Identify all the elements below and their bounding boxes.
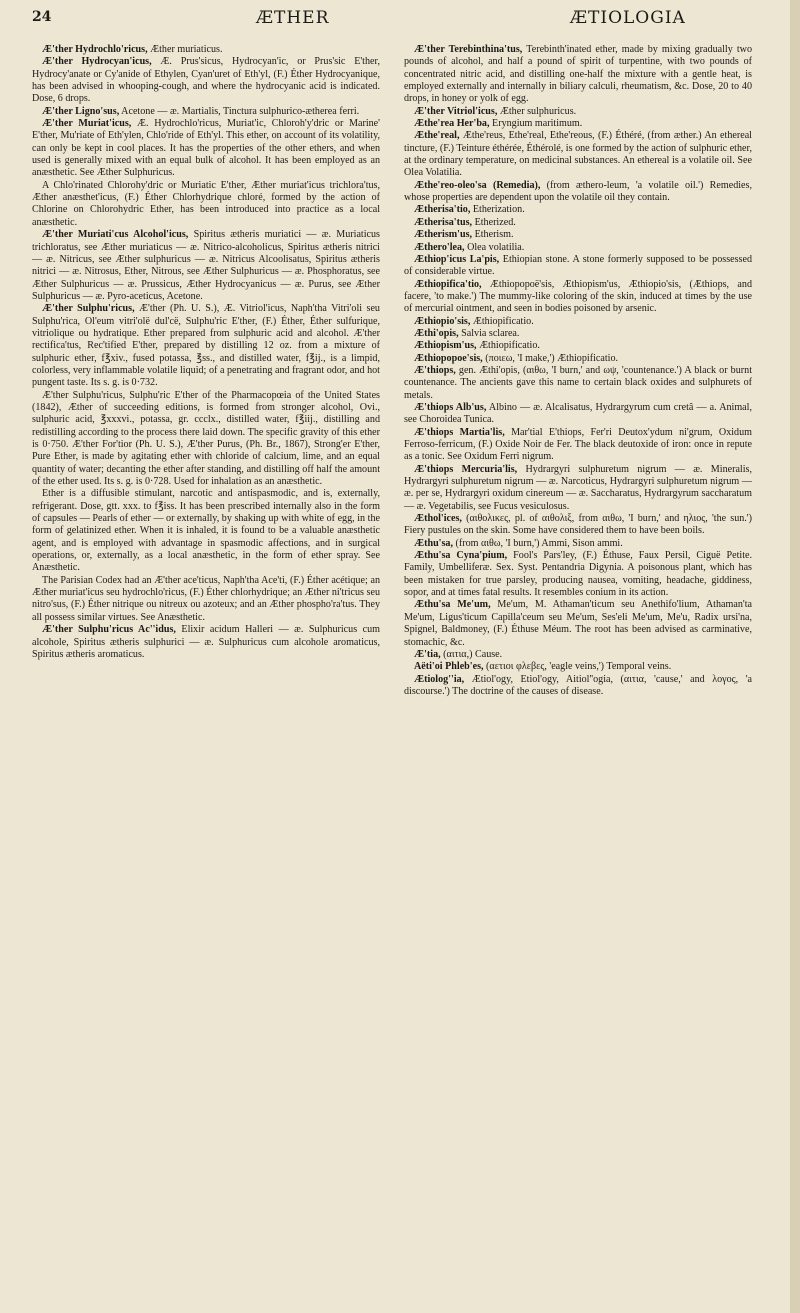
dictionary-entry <box>404 661 752 673</box>
dictionary-entry <box>404 649 752 661</box>
entry-headword: Æthu'sa, <box>414 537 453 549</box>
entry-headword: Æthero'lea, <box>414 241 465 253</box>
dictionary-entry <box>404 464 752 513</box>
entry-headword: Æthu'sa Cyna'pium, <box>414 550 508 562</box>
entry-definition: gen. Æthi'opis, (αιθω, 'I burn,' and ωψ, 'countenance.') A black or burnt countenance. The ancients gave this name to certain black oxides and sulphurets of metals. <box>404 364 752 401</box>
entry-headword: Æthiopifica'tio, <box>414 278 482 290</box>
entry-headword: Æthe'rea Her'ba, <box>414 118 490 130</box>
entry-headword: Æ'thiops Alb'us, <box>414 401 487 413</box>
dictionary-entry <box>404 180 752 205</box>
entry-headword: Æthiopopoe'sis, <box>414 352 483 364</box>
entry-definition: Æthe'reus, Ethe'real, Ethe'reous, (F.) Éthéré, (from æther.) An ethereal tincture, (F.) Teinture éthérée, Éthérolé, is one formed by the action of sulphuric ether, at the ordinary temperature, on medicinal substances. An ethereal is a volatile oil. See Olea Volatilia. <box>404 130 752 179</box>
entry-headword: Ætherisa'tio, <box>414 204 471 216</box>
dictionary-entry <box>404 204 752 216</box>
entry-definition: Æ'ther (Ph. U. S.), Æ. Vitriol'icus, Naph'tha Vitri'oli seu Sulphu'rica, Ol'eum vitri'olë dul'cë, Sulphu'ric E'ther, (F.) Éther, Éther sulfurique, vitriolique ou hydratique. Ether prepared from sulphuric acid and alcohol. Æ'ther rectifica'tus, Rec'tified E'ther, prepared by distilling 12 oz. from a mixture of sulphuric ether, f℥xiv., fused potassa, ℥ss., and distilled water, f℥ij., is a limpid, colorless, very inflammable volatile liquid; of a penetrating and fragrant odor, and hot pungent taste. Its s. g. is 0·732. <box>32 303 380 389</box>
entry-headword: Æ'thiops Mercuria'lis, <box>414 463 518 475</box>
dictionary-entry <box>32 180 380 229</box>
entry-definition: Etherized. <box>472 216 516 228</box>
entry-definition: The Parisian Codex had an Æ'ther ace'ticus, Naph'tha Ace'ti, (F.) Éther acétique; an Æther muriat'icus seu hydrochlo'ricus, (F.) Éther chlorhydrique; an Æther ni'tricus seu nitro'sus, (F.) Éther nitrique ou nitreux ou azoteux; and an Æther phospho'ra'tus. They all possess similar virtues. See Anæsthetic. <box>32 574 380 623</box>
dictionary-entry <box>404 44 752 106</box>
dictionary-entry <box>32 303 380 389</box>
entry-definition: (from αιθω, 'I burn,') Ammi, Sison ammi. <box>453 537 623 549</box>
dictionary-entry <box>32 106 380 118</box>
entry-definition: Spiritus ætheris muriatici — æ. Muriaticus trichloratus, see Æther muriaticus — æ. Nitrico-alcoholicus, Spiritus ætheris nitrici — æ. Nitricus, see Æther sulphuricus — æ. Nitricus Alcoolisatus, Spiritus ætheris nitrici — æ. Nitrosus, Ether, Nitrous, see Æther Sulphuricus — æ. Phosphoratus, see Æther Sulphuricus — æ. Prussicus, Æther Hydrocyanicus — æ. Purus, see Æther Sulphuricus — æ. Pyro-aceticus, Acetone. <box>32 229 380 302</box>
entry-headword: Æthiopism'us, <box>414 340 477 352</box>
dictionary-entry <box>404 340 752 352</box>
entry-definition: Mar'tial E'thiops, Fer'ri Deutox'ydum ni'grum, Oxidum Ferroso-ferricum, (F.) Oxide Noir de Fer. The black deutoxide of iron: once in repute as a tonic. See Oxidum Ferri nigrum. <box>404 426 752 463</box>
entry-definition: Ætiol'ogy, Etiol'ogy, Aitiol''ogia, (αιτια, 'cause,' and λογος, 'a discourse.') The doctrine of the causes of disease. <box>404 673 752 697</box>
running-head-left: ÆTHER <box>256 8 330 28</box>
dictionary-entry <box>404 328 752 340</box>
entry-headword: Æ'ther Sulphu'ricus Ac''idus, <box>42 624 176 636</box>
entry-definition: (αιθολικες, pl. of αιθολιξ, from αιθω, 'I burn,' and ηλιος, 'the sun.') Fiery pustules on the skin. Some have considered them to have been boils. <box>404 513 752 537</box>
page-header <box>30 4 788 34</box>
entry-definition: Ether is a diffusible stimulant, narcotic and antispasmodic, and is, externally, refrigerant. Dose, gtt. xxx. to f℥iss. It has been prescribed internally also in the form of capsules — Pearls of ether — or externally, by shaking up with white of egg, in the form of gelatinized ether. When it is inhaled, it is found to be a valuable anæsthetic agent, and is employed with advantage in spasmodic affections, and in surgical operations, or, externally, as a local anæsthetic, in the form of ether spray. See Anæsthetic. <box>32 488 380 574</box>
entry-headword: Æ'ther Hydrochlo'ricus, <box>42 44 148 55</box>
entry-headword: Æ'ther Vitriol'icus, <box>414 105 498 117</box>
entry-headword: Æ'ther Muriati'cus Alcohol'icus, <box>42 229 189 241</box>
entry-headword: Æthiop'icus La'pis, <box>414 253 500 265</box>
dictionary-entry <box>404 550 752 599</box>
entry-headword: Æ'thiops, <box>414 364 456 376</box>
entry-headword: Ætherisa'tus, <box>414 216 473 228</box>
entry-definition: Etherization. <box>470 204 525 216</box>
dictionary-entry <box>404 229 752 241</box>
dictionary-entry <box>404 279 752 316</box>
dictionary-entry <box>404 118 752 130</box>
entry-definition: Æther muriaticus. <box>147 44 223 55</box>
dictionary-entry <box>32 118 380 180</box>
dictionary-entry <box>32 56 380 105</box>
entry-definition: Æthiopopoë'sis, Æthiopism'us, Æthiopio'sis, (Æthiops, and facere, 'to make.') The mummy-like coloring of the skin, induced at times by the use of mercurial ointment, and seen in bodies poisoned by arsenic. <box>404 278 752 315</box>
dictionary-entry <box>404 538 752 550</box>
dictionary-entry <box>404 402 752 427</box>
entry-headword: Ætiolog''ia, <box>414 673 465 685</box>
dictionary-entry <box>404 316 752 328</box>
entry-headword: Æthe'real, <box>414 130 460 142</box>
running-head-right: ÆTIOLOGIA <box>570 8 686 28</box>
entry-definition: Acetone — æ. Martialis, Tinctura sulphurico-ætherea ferri. <box>119 105 360 117</box>
entry-definition: (αετιοι φλεβες, 'eagle veins,') Temporal veins. <box>483 661 672 673</box>
entry-headword: Æ'ther Sulphu'ricus, <box>42 303 135 315</box>
dictionary-entry <box>404 106 752 118</box>
entry-definition: Æthiopificatio. <box>476 340 540 352</box>
entry-definition: Æ'ther Sulphu'ricus, Sulphu'ric E'ther of the Pharmacopœia of the United States (1842), Æther of succeeding editions, is formed from stronger alcohol, Ovi., sulphuric acid, ℥xxxvi., potassa, gr. ccclx., distilled water, f℥iij., distilling and redistilling according to the process there laid down. The specific gravity of this ether is 0·750. Æ'ther For'tior (Ph. U. S.), Æ'ther Purus, (Ph. Br., 1867), Strong'er E'ther, Pure Ether, is made by agitating ether with chloride of calcium, lime, and an equal quantity of water; decanting the ether after standing, and distilling off half the amount of the ether used. Its s. g. is 0·728. Used for inhalation as an anæsthetic. <box>32 389 380 488</box>
entry-headword: Æthiopio'sis, <box>414 315 471 327</box>
entry-headword: Æ'thiops Martia'lis, <box>414 426 505 438</box>
entry-definition: Hydrargyri sulphuretum nigrum — æ. Mineralis, Hydrargyri sulphuretum nigrum — æ. Narcoticus, Hydrargyri sulphuretum nigrum — æ. per se, Hydrargyri oxidum cinereum — æ. Saccharatus, Hydrargyrum saccharatum — æ. Vegetabilis, see Fucus vesiculosus. <box>404 463 752 512</box>
dictionary-entry <box>404 353 752 365</box>
entry-definition: Me'um, M. Athaman'ticum seu Anethifo'lium, Athaman'ta Me'um, Ligus'ticum Capilla'ceum seu Me'um, Ses'eli Me'um, Me'u, Radix ursi'na, Spignel, Baldmoney, (F.) Éthuse Méum. The root has been advised as carminative, stomachic, &c. <box>404 599 752 648</box>
dictionary-entry <box>404 513 752 538</box>
entry-definition: Terebinth'inated ether, made by mixing gradually two pounds of alcohol, and half a pound of spirit of turpentine, with two pounds of concentrated nitric acid, and distilling one-half the mixture with a gentle heat, is employed externally and internally in biliary calculi, rheumatism, &c. Dose, 20 to 40 drops, in honey or yolk of egg. <box>404 44 752 105</box>
entry-definition: Etherism. <box>472 229 514 241</box>
entry-definition: A Chlo'rinated Chlorohy'dric or Muriatic E'ther, Æther muriat'icus trichlora'tus, Æther anæsthet'icus, (F.) Éther Chlorhydrique chloré, formed by the action of Chlorine on Chlorohydric Ether, has been introduced into practice as a local anæsthetic. <box>32 179 380 228</box>
entry-definition: Ethiopian stone. A stone formerly supposed to be possessed of considerable virtue. <box>404 253 752 278</box>
dictionary-entry <box>32 575 380 624</box>
entry-definition: Æther sulphuricus. <box>497 105 577 117</box>
dictionary-entry <box>32 624 380 661</box>
entry-definition: (αιτια,) Cause. <box>440 648 503 660</box>
entry-headword: Æthe'reo-oleo'sa (Remedia), <box>414 179 541 191</box>
dictionary-entry <box>404 254 752 279</box>
entry-definition: Æ. Hydrochlo'ricus, Muriat'ic, Chloroh'y'dric or Marine' E'ther, Mu'riate of Eth'ylen, Chlo'ride of Eth'yl. This ether, on account of its volatility, can only be kept in cool places. It has the properties of the other ethers, and when used is generally mixed with an equal bulk of alcohol. It has been employed as an anæsthetic. See Æther Sulphuricus. <box>32 118 380 179</box>
page-edge <box>790 0 800 1313</box>
entry-headword: Aëti'oi Phleb'es, <box>414 661 484 673</box>
entry-headword: Æthol'ices, <box>414 513 462 525</box>
entry-headword: Æ'tia, <box>414 648 441 660</box>
dictionary-entry <box>32 44 380 56</box>
dictionary-entry <box>32 488 380 574</box>
entry-definition: (from æthero-leum, 'a volatile oil.') Remedies, whose properties are dependent upon the volatile oil they contain. <box>404 179 752 204</box>
entry-definition: Fool's Pars'ley, (F.) Éthuse, Faux Persil, Ciguë Petite. Family, Umbelliferæ. Sex. Syst. Pentandria Digynia. A poisonous plant, which has been mistaken for true parsley, producing nausea, vomiting, headache, giddiness, sopor, and at times fatal results. It resembles conium in its action. <box>404 550 753 599</box>
entry-headword: Ætherism'us, <box>414 229 473 241</box>
entry-definition: Elixir acidum Halleri — æ. Sulphuricus cum alcohole, Spiritus ætheris sulphurici — æ. Sulphuricus cum alcohole aromaticus, Spiritus ætheris aromaticus. <box>32 624 380 660</box>
entry-definition: Eryngium maritimum. <box>489 118 583 130</box>
entry-headword: Æ'ther Hydrocyan'icus, <box>42 56 152 68</box>
dictionary-entry <box>404 365 752 402</box>
dictionary-entry <box>32 390 380 489</box>
dictionary-entry <box>32 229 380 303</box>
entry-definition: Æthiopificatio. <box>470 315 534 327</box>
entry-definition: Albino — æ. Alcalisatus, Hydrargyrum cum cretâ — a. Animal, see Choroidea Tunica. <box>404 401 752 426</box>
dictionary-entry <box>404 130 752 179</box>
dictionary-entry <box>404 674 752 699</box>
entry-headword: Æthi'opis, <box>414 327 459 339</box>
entry-definition: Olea volatilia. <box>464 241 525 253</box>
dictionary-entry <box>404 217 752 229</box>
dictionary-entry <box>404 242 752 254</box>
entry-definition: Salvia sclarea. <box>458 327 520 339</box>
left-column <box>32 44 380 661</box>
entry-definition: Æ. Prus'sicus, Hydrocyan'ic, or Prus'sic E'ther, Hydrocy'anate or Cy'anide of Ethylen, Cyan'uret of Eth'yl, (F.) Éther Hydrocyanique, has been advised in whooping-cough, and where the hydrocyanic acid is indicated. Dose, 6 drops. <box>32 56 380 105</box>
entry-headword: Æ'ther Ligno'sus, <box>42 105 120 117</box>
dictionary-entry <box>404 427 752 464</box>
entry-headword: Æ'ther Muriat'icus, <box>42 118 132 130</box>
entry-headword: Æ'ther Terebinthina'tus, <box>414 44 523 55</box>
right-column <box>404 44 752 698</box>
dictionary-entry <box>404 599 752 648</box>
page-number: 24 <box>32 9 52 25</box>
entry-definition: (ποιεω, 'I make,') Æthiopificatio. <box>482 352 619 364</box>
entry-headword: Æthu'sa Me'um, <box>414 599 491 611</box>
